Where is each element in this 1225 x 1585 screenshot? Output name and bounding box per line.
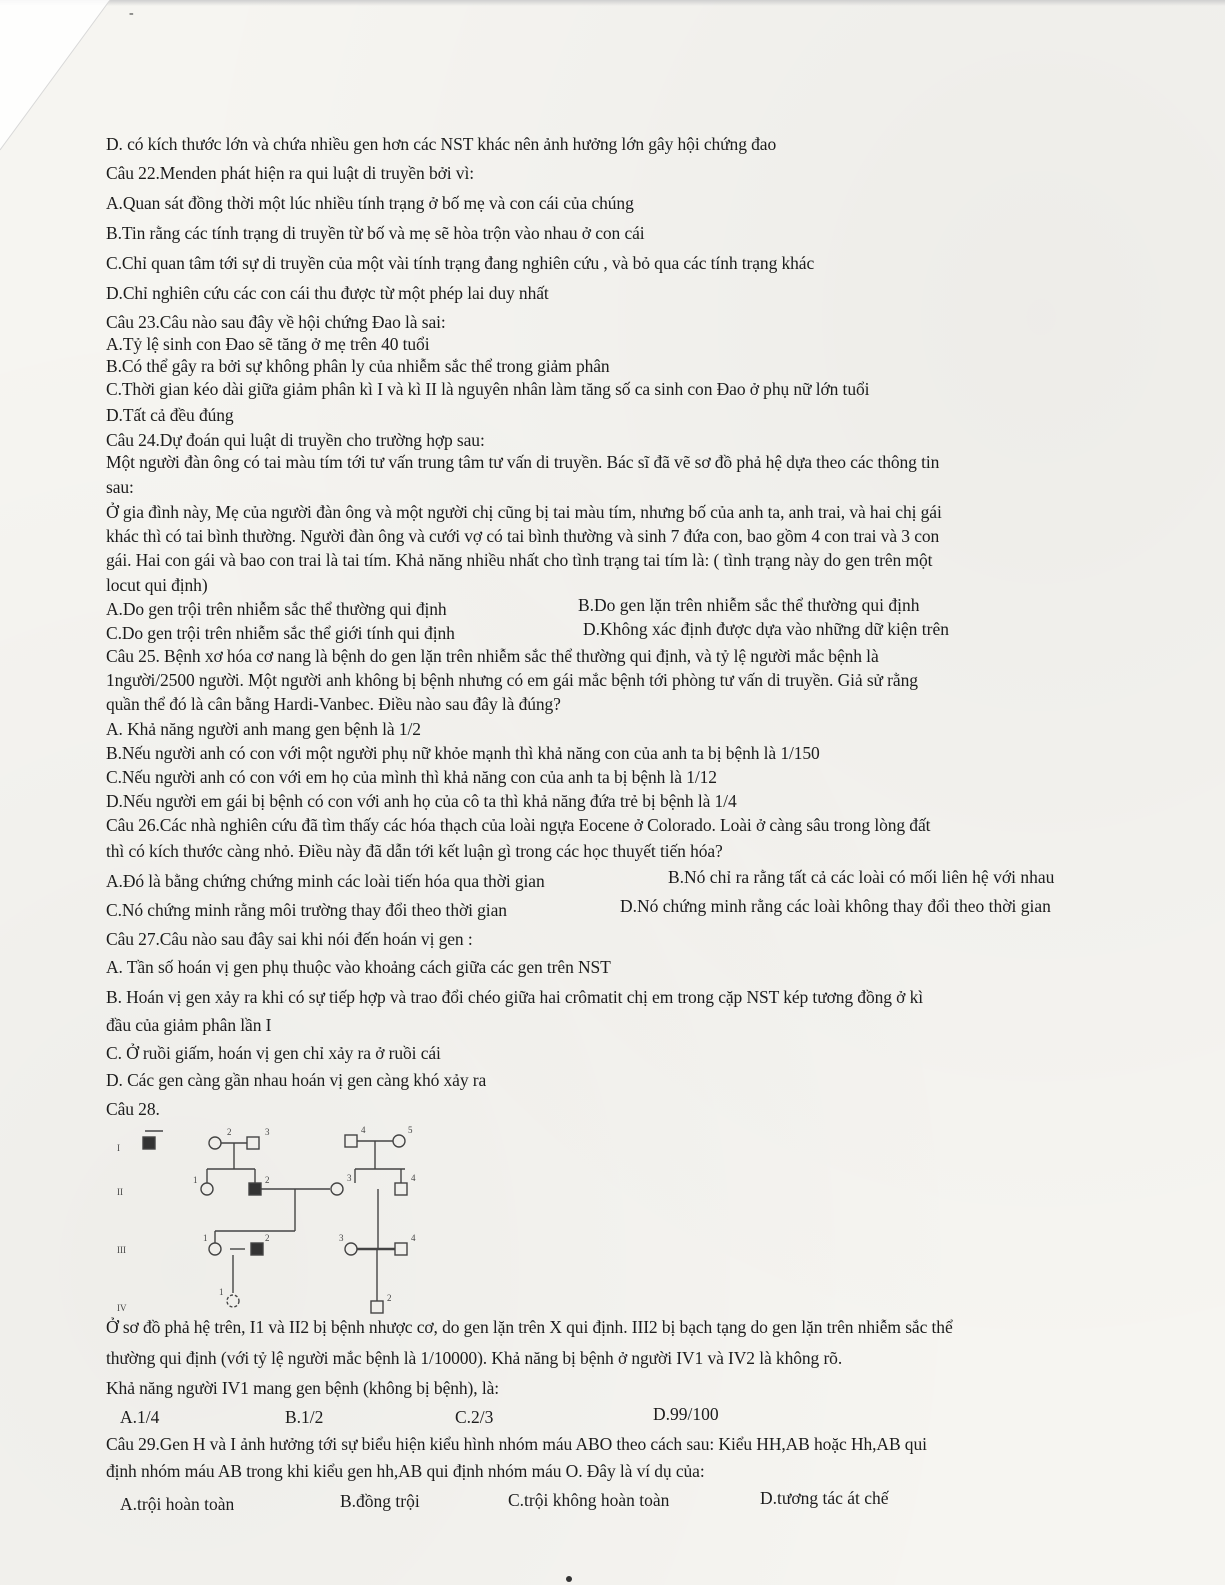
question-24: Câu 24.Dự đoán qui luật di truyền cho trường hợp sau:: [106, 430, 485, 450]
q23-option-a: A.Tỷ lệ sinh con Đao sẽ tăng ở mẹ trên 40 tuổi: [106, 334, 430, 354]
q26-option-d: D.Nó chứng minh rằng các loài không thay đổi theo thời gian: [620, 896, 1051, 916]
pedigree-individual-I5: [393, 1135, 405, 1147]
q25-option-b: B.Nếu người anh có con với một người phụ nữ khỏe mạnh thì khả năng con của anh ta bị bệnh là 1/150: [106, 743, 820, 763]
q27-option-d: D. Các gen càng gần nhau hoán vị gen càng khó xảy ra: [106, 1070, 487, 1090]
scan-speck: [566, 1576, 572, 1582]
q25-text-3: quần thể đó là cân bằng Hardi-Vanbec. Điều nào sau đây là đúng?: [106, 694, 561, 714]
q26-option-b: B.Nó chỉ ra rằng tất cả các loài có mối liên hệ với nhau: [668, 867, 1055, 887]
q28-option-d: D.99/100: [653, 1404, 719, 1424]
pedigree-individual-III4: [395, 1243, 407, 1255]
pedigree-number-I4: 4: [361, 1125, 366, 1135]
q22-option-b: B.Tin rằng các tính trạng di truyền từ bố và mẹ sẽ hòa trộn vào nhau ở con cái: [106, 223, 645, 243]
pedigree-individual-III2: [251, 1243, 263, 1255]
q24-option-b: B.Do gen lặn trên nhiễm sắc thể thường qui định: [578, 595, 920, 615]
pedigree-number-IV1: 1: [219, 1287, 224, 1297]
pedigree-number-III1: 1: [203, 1233, 208, 1243]
q29-text-2: định nhóm máu AB trong khi kiểu gen hh,AB qui định nhóm máu O. Đây là ví dụ của:: [106, 1461, 705, 1481]
question-29: Câu 29.Gen H và I ảnh hưởng tới sự biểu hiện kiểu hình nhóm máu ABO theo cách sau: Kiểu HH,AB hoặc Hh,AB qui: [106, 1434, 927, 1454]
q23-option-c: C.Thời gian kéo dài giữa giảm phân kì I và kì II là nguyên nhân làm tăng số ca sinh con Đao ở phụ nữ lớn tuổi: [106, 379, 870, 399]
pedigree-individual-II3: [331, 1183, 343, 1195]
q25-text-2: 1người/2500 người. Một người anh không bị bệnh nhưng có em gái mắc bệnh tới phòng tư vấn di truyền. Giả sử rằng: [106, 670, 918, 690]
q24-option-c: C.Do gen trội trên nhiễm sắc thể giới tính qui định: [106, 623, 455, 643]
q29-option-d: D.tương tác át chế: [760, 1488, 889, 1508]
q26-text-2: thì có kích thước càng nhỏ. Điều này đã dẫn tới kết luận gì trong các học thuyết tiến hóa?: [106, 841, 723, 861]
scan-edge: [0, 0, 1225, 6]
pedigree-number-I2: 2: [227, 1127, 232, 1137]
q24-text-4: khác thì có tai bình thường. Người đàn ông và cưới vợ có tai bình thường và sinh 7 đứa con, bao gồm 4 con trai và 3 con: [106, 526, 940, 546]
pedigree-individual-I1: [143, 1137, 155, 1149]
pedigree-number-III4: 4: [411, 1233, 416, 1243]
q28-text-3: Khả năng người IV1 mang gen bệnh (không bị bệnh), là:: [106, 1378, 500, 1398]
q28-option-c: C.2/3: [455, 1407, 494, 1427]
pedigree-number-II1: 1: [193, 1175, 198, 1185]
q23-option-b: B.Có thể gây ra bởi sự không phân ly của nhiễm sắc thể trong giảm phân: [106, 356, 610, 376]
q27-option-b: B. Hoán vị gen xảy ra khi có sự tiếp hợp và trao đổi chéo giữa hai crômatit chị em trong cặp NST kép tương đồng ở kì: [106, 987, 924, 1007]
question-27: Câu 27.Câu nào sau đây sai khi nói đến hoán vị gen :: [106, 929, 473, 949]
pedigree-number-II2: 2: [265, 1175, 270, 1185]
generation-label-4: IV: [117, 1303, 127, 1313]
pedigree-individual-III1: [209, 1243, 221, 1255]
pedigree-individual-III3: [345, 1243, 357, 1255]
q29-option-b: B.đồng trội: [340, 1491, 420, 1511]
pedigree-number-II3: 3: [347, 1173, 352, 1183]
generation-label-3: III: [117, 1245, 126, 1255]
speck: -: [129, 6, 134, 21]
q24-text-3: Ở gia đình này, Mẹ của người đàn ông và một người chị cũng bị tai màu tím, nhưng bố của anh ta, anh trai, và hai chị gái: [106, 502, 942, 522]
pedigree-individual-IV2: [371, 1301, 383, 1313]
pedigree-number-I5: 5: [408, 1125, 413, 1135]
q25-option-a: A. Khả năng người anh mang gen bệnh là 1/2: [106, 719, 421, 739]
q24-option-a: A.Do gen trội trên nhiễm sắc thể thường qui định: [106, 599, 447, 619]
q24-text-5: gái. Hai con gái và bao con trai là tai tím. Khả năng nhiều nhất cho tình trạng tai tím là: ( tình trạng này do gen trên một: [106, 550, 933, 570]
q29-option-a: A.trội hoàn toàn: [120, 1494, 235, 1514]
q27-option-c: C. Ở ruồi giấm, hoán vị gen chỉ xảy ra ở ruồi cái: [106, 1043, 441, 1063]
q27-option-a: A. Tần số hoán vị gen phụ thuộc vào khoảng cách giữa các gen trên NST: [106, 957, 611, 977]
q22-option-c: C.Chỉ quan tâm tới sự di truyền của một vài tính trạng đang nghiên cứu , và bỏ qua các tính trạng khác: [106, 253, 815, 273]
generation-label-1: I: [117, 1143, 120, 1153]
q28-option-b: B.1/2: [285, 1407, 324, 1427]
q26-option-a: A.Đó là bằng chứng chứng minh các loài tiến hóa qua thời gian: [106, 871, 545, 891]
pedigree-number-I3: 3: [265, 1127, 270, 1137]
pedigree-individual-I4: [345, 1135, 357, 1147]
q27-option-b-cont: đầu của giảm phân lần I: [106, 1015, 272, 1035]
line-d-option: D. có kích thước lớn và chứa nhiều gen hơn các NST khác nên ảnh hưởng lớn gây hội chứng đao: [106, 134, 777, 154]
q24-text-6: locut qui định): [106, 575, 208, 595]
pedigree-individual-II4: [395, 1183, 407, 1195]
scan-corner-mark: [0, 0, 120, 160]
pedigree-individual-I3: [247, 1137, 259, 1149]
question-22: Câu 22.Menden phát hiện ra qui luật di truyền bởi vì:: [106, 163, 474, 183]
q29-option-c: C.trội không hoàn toàn: [508, 1490, 670, 1510]
q26-option-c: C.Nó chứng minh rằng môi trường thay đổi theo thời gian: [106, 900, 507, 920]
q25-option-c: C.Nếu người anh có con với em họ của mình thì khả năng con của anh ta bị bệnh là 1/12: [106, 767, 717, 787]
q28-text-2: thường qui định (với tỷ lệ người mắc bệnh là 1/10000). Khả năng bị bệnh ở người IV1 và IV2 là không rõ.: [106, 1348, 843, 1368]
pedigree-number-III2: 2: [265, 1233, 270, 1243]
q25-option-d: D.Nếu người em gái bị bệnh có con với anh họ của cô ta thì khả năng đứa trẻ bị bệnh là 1/4: [106, 791, 737, 811]
q22-option-a: A.Quan sát đồng thời một lúc nhiều tính trạng ở bố mẹ và con cái của chúng: [106, 193, 634, 213]
pedigree-number-II4: 4: [411, 1173, 416, 1183]
pedigree-individual-II2: [249, 1183, 261, 1195]
generation-label-2: II: [117, 1187, 123, 1197]
question-26: Câu 26.Các nhà nghiên cứu đã tìm thấy các hóa thạch của loài ngựa Eocene ở Colorado. Loài ở càng sâu trong lòng đất: [106, 815, 931, 835]
question-25: Câu 25. Bệnh xơ hóa cơ nang là bệnh do gen lặn trên nhiễm sắc thể thường qui định, và tỷ lệ người mắc bệnh là: [106, 646, 879, 666]
q22-option-d: D.Chỉ nghiên cứu các con cái thu được từ một phép lai duy nhất: [106, 283, 549, 303]
q28-option-a: A.1/4: [120, 1407, 160, 1427]
q23-option-d: D.Tất cả đều đúng: [106, 405, 234, 425]
pedigree-individual-I2: [209, 1137, 221, 1149]
pedigree-chart: [115, 1125, 455, 1325]
pedigree-number-III3: 3: [339, 1233, 344, 1243]
pedigree-individual-IV1: [227, 1295, 239, 1307]
q28-text-1: Ở sơ đồ phả hệ trên, I1 và II2 bị bệnh nhược cơ, do gen lặn trên X qui định. III2 bị bạch tạng do gen lặn trên nhiễm sắc thể: [106, 1317, 953, 1337]
pedigree-number-IV2: 2: [387, 1293, 392, 1303]
q24-text-1: Một người đàn ông có tai màu tím tới tư vấn trung tâm tư vấn di truyền. Bác sĩ đã vẽ sơ đồ phả hệ dựa theo các thông tin: [106, 452, 940, 472]
question-23: Câu 23.Câu nào sau đây về hội chứng Đao là sai:: [106, 312, 446, 332]
q24-text-2: sau:: [106, 477, 134, 497]
question-28: Câu 28.: [106, 1099, 160, 1119]
q24-option-d: D.Không xác định được dựa vào những dữ kiện trên: [583, 619, 950, 639]
pedigree-individual-II1: [201, 1183, 213, 1195]
